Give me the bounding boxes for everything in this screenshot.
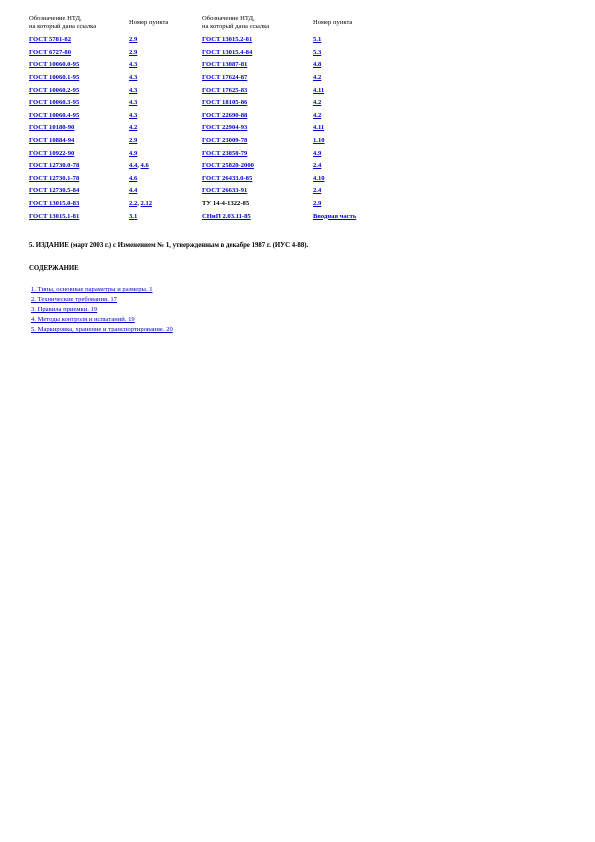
- table-of-contents: [31, 285, 173, 335]
- table-row: [29, 185, 383, 198]
- item-link[interactable]: 4.2: [313, 99, 322, 107]
- edition-note: 5. ИЗДАНИЕ (март 2003 г.) с Изменением № 1, утвержденным в декабре 1987 г. (ИУС 4-88).: [29, 242, 309, 249]
- table-row: [29, 97, 383, 110]
- header-item-right: Номер пункта: [313, 19, 353, 26]
- item-link[interactable]: Вводная часть: [313, 212, 357, 220]
- table-row: [29, 160, 383, 173]
- doc-link[interactable]: ГОСТ 13015.0-83: [29, 200, 80, 208]
- item-link[interactable]: 5.1: [313, 36, 322, 44]
- item-link[interactable]: 2.9: [313, 200, 322, 208]
- doc-link[interactable]: ГОСТ 10180-90: [29, 124, 75, 132]
- toc-link[interactable]: 2. Технические требования. 17: [31, 296, 117, 303]
- doc-link[interactable]: ГОСТ 10884-94: [29, 137, 75, 145]
- item-link[interactable]: 4.10: [313, 174, 325, 182]
- item-link[interactable]: 4.6: [129, 174, 138, 182]
- item-link[interactable]: 2.4: [313, 162, 322, 170]
- doc-link[interactable]: ГОСТ 5781-82: [29, 36, 72, 44]
- reference-table-body: [29, 34, 383, 223]
- doc-link[interactable]: ГОСТ 10060.1-95: [29, 74, 80, 82]
- doc-link[interactable]: ГОСТ 17624-87: [202, 74, 248, 82]
- table-row: [29, 135, 383, 148]
- table-row: [29, 84, 383, 97]
- table-row: [29, 198, 383, 211]
- doc-link[interactable]: ГОСТ 26433.0-85: [202, 174, 253, 182]
- doc-link[interactable]: ГОСТ 10060.3-95: [29, 99, 80, 107]
- doc-link[interactable]: ГОСТ 22690-88: [202, 111, 248, 119]
- item-link[interactable]: 4.2: [313, 74, 322, 82]
- item-link[interactable]: 2.12: [140, 200, 153, 208]
- table-row: [29, 147, 383, 160]
- item-link[interactable]: 3.1: [129, 212, 138, 220]
- doc-link[interactable]: ГОСТ 25820-2000: [202, 162, 254, 170]
- table-row: [29, 173, 383, 186]
- item-link[interactable]: 1.10: [313, 137, 325, 145]
- header-doc-left-line2: на который дана ссылка: [29, 23, 97, 30]
- doc-link[interactable]: ГОСТ 13015.1-81: [29, 212, 80, 220]
- doc-link[interactable]: ГОСТ 6727-80: [29, 48, 72, 56]
- item-link[interactable]: 4.6: [140, 162, 149, 170]
- item-link[interactable]: 4.9: [313, 149, 322, 157]
- table-row: [29, 34, 383, 47]
- reference-table: [29, 15, 383, 223]
- toc-item: [31, 285, 173, 295]
- doc-text: ТУ 14-4-1322-85: [202, 200, 250, 208]
- table-row: [29, 110, 383, 123]
- item-link[interactable]: 4.2: [129, 124, 138, 132]
- toc-item: [31, 305, 173, 315]
- item-link[interactable]: 4.3: [129, 61, 138, 69]
- item-link[interactable]: 4.9: [129, 149, 138, 157]
- header-doc-left-line1: Обозначение НТД,: [29, 15, 82, 22]
- doc-link[interactable]: ГОСТ 12730.1-78: [29, 174, 80, 182]
- doc-link[interactable]: ГОСТ 10060.2-95: [29, 86, 80, 94]
- table-row: [29, 47, 383, 60]
- item-link[interactable]: 4.8: [313, 61, 322, 69]
- doc-link[interactable]: ГОСТ 23009-78: [202, 137, 248, 145]
- item-link[interactable]: 4.3: [129, 86, 138, 94]
- reference-table-header: [29, 15, 383, 34]
- item-link[interactable]: 4.3: [129, 111, 138, 119]
- doc-link[interactable]: ГОСТ 12730.5-84: [29, 187, 80, 195]
- item-separator: ,: [137, 200, 141, 208]
- doc-link[interactable]: ГОСТ 26633-91: [202, 187, 248, 195]
- doc-link[interactable]: ГОСТ 10060.4-95: [29, 111, 80, 119]
- toc-link[interactable]: 3. Правила приемки. 19: [31, 306, 98, 313]
- item-link[interactable]: 4.3: [129, 74, 138, 82]
- item-separator: ,: [137, 162, 141, 170]
- table-row: [29, 59, 383, 72]
- doc-link[interactable]: ГОСТ 18105-86: [202, 99, 248, 107]
- doc-link[interactable]: ГОСТ 10060.0-95: [29, 61, 80, 69]
- doc-link[interactable]: ГОСТ 13015.4-84: [202, 48, 253, 56]
- toc-link[interactable]: 5. Маркировка, хранение и транспортирование. 20: [31, 326, 173, 333]
- toc-item: [31, 325, 173, 335]
- header-doc-right-line2: на который дана ссылка: [202, 23, 270, 30]
- header-doc-left: [29, 15, 129, 34]
- doc-link[interactable]: ГОСТ 17625-83: [202, 86, 248, 94]
- header-doc-right: [202, 15, 313, 34]
- table-row: [29, 122, 383, 135]
- doc-link[interactable]: ГОСТ 13015.2-81: [202, 36, 253, 44]
- item-link[interactable]: 5.3: [313, 48, 322, 56]
- toc-item: [31, 315, 173, 325]
- item-link[interactable]: 2.9: [129, 36, 138, 44]
- toc-link[interactable]: 4. Методы контроля и испытаний. 19: [31, 316, 135, 323]
- item-link[interactable]: 4.3: [129, 99, 138, 107]
- table-row: [29, 72, 383, 85]
- item-link[interactable]: 4.11: [313, 124, 325, 132]
- item-link[interactable]: 4.4: [129, 187, 138, 195]
- table-row: [29, 210, 383, 223]
- item-link[interactable]: 4.2: [313, 111, 322, 119]
- doc-link[interactable]: ГОСТ 23858-79: [202, 149, 248, 157]
- item-link[interactable]: 4.11: [313, 86, 325, 94]
- doc-link[interactable]: ГОСТ 22904-93: [202, 124, 248, 132]
- item-link[interactable]: 4.4: [129, 162, 138, 170]
- item-link[interactable]: 2.2: [129, 200, 138, 208]
- header-item-left: Номер пункта: [129, 19, 169, 26]
- doc-link[interactable]: СНиП 2.03.11-85: [202, 212, 251, 220]
- doc-link[interactable]: ГОСТ 12730.0-78: [29, 162, 80, 170]
- item-link[interactable]: 2.9: [129, 137, 138, 145]
- doc-link[interactable]: ГОСТ 10922-90: [29, 149, 75, 157]
- item-link[interactable]: 2.9: [129, 48, 138, 56]
- toc-link[interactable]: 1. Типы, основные параметры и размеры. 1: [31, 286, 153, 293]
- header-doc-right-line1: Обозначение НТД,: [202, 15, 255, 22]
- doc-link[interactable]: ГОСТ 13087-81: [202, 61, 248, 69]
- item-link[interactable]: 2.4: [313, 187, 322, 195]
- contents-title: СОДЕРЖАНИЕ: [29, 265, 79, 272]
- toc-item: [31, 295, 173, 305]
